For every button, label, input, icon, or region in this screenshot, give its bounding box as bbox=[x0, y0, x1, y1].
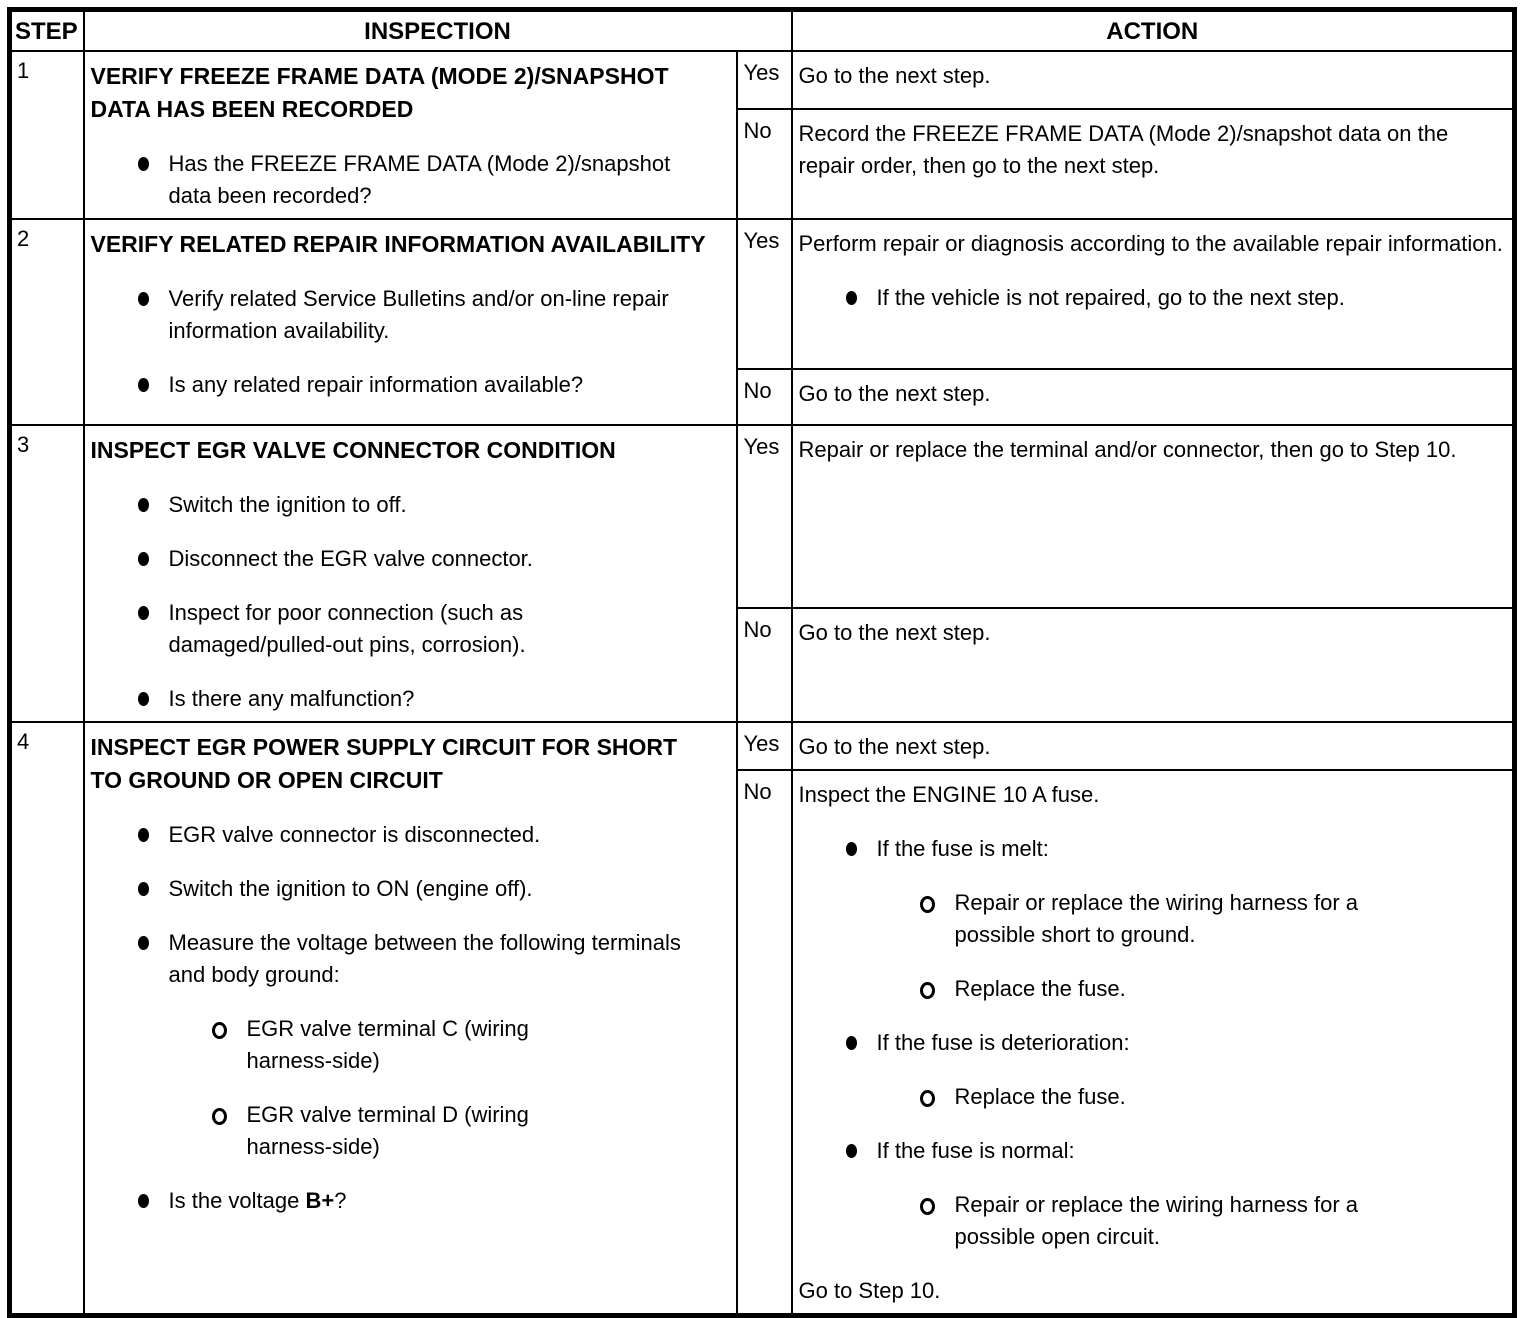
action-no-cell bbox=[792, 369, 1515, 425]
action-text: Go to the next step. bbox=[798, 734, 991, 759]
bullet-item: If the vehicle is not repaired, go to the next step. bbox=[799, 282, 1505, 314]
inspection-title: VERIFY FREEZE FRAME DATA (MODE 2)/SNAPSHOT DATA HAS BEEN RECORDED bbox=[90, 63, 669, 122]
bullet-item: Verify related Service Bulletins and/or on-line repair information availability. bbox=[91, 283, 689, 347]
inspection-cell bbox=[84, 425, 737, 722]
step-number: 3 bbox=[10, 425, 84, 722]
action-text: Repair or replace the terminal and/or connector, then go to Step 10. bbox=[798, 437, 1457, 462]
action-content bbox=[799, 731, 1505, 763]
action-yes-cell bbox=[792, 51, 1515, 109]
bullet-item bbox=[91, 1185, 689, 1217]
answer-yes-label: Yes bbox=[737, 722, 792, 770]
bullet-item: Measure the voltage between the following terminals and body ground: bbox=[91, 927, 689, 991]
bullet-item: If the fuse is normal: bbox=[799, 1135, 1505, 1167]
action-text: Go to Step 10. bbox=[798, 1278, 941, 1303]
step-row-4 bbox=[10, 722, 1515, 1316]
bullet-item: Inspect for poor connection (such as damaged/pulled-out pins, corrosion). bbox=[91, 597, 689, 661]
bullet-item: Switch the ignition to off. bbox=[91, 489, 689, 521]
bullet-item: If the fuse is melt: bbox=[799, 833, 1505, 865]
bullet-item: If the fuse is deterioration: bbox=[799, 1027, 1505, 1059]
column-header-inspection: INSPECTION bbox=[84, 10, 792, 52]
sub-bullet-item: Repair or replace the wiring harness for a possible open circuit. bbox=[799, 1189, 1435, 1253]
step-row-2 bbox=[10, 219, 1515, 425]
inspection-details bbox=[91, 148, 728, 212]
inspection-cell bbox=[84, 722, 737, 1316]
action-yes-cell bbox=[792, 219, 1515, 369]
answer-no-label: No bbox=[737, 109, 792, 219]
action-content bbox=[799, 228, 1505, 314]
bullet-item: Disconnect the EGR valve connector. bbox=[91, 543, 689, 575]
sub-bullet-item: EGR valve terminal C (wiring harness-side) bbox=[91, 1013, 587, 1077]
answer-yes-label: Yes bbox=[737, 51, 792, 109]
action-text: Go to the next step. bbox=[798, 63, 991, 88]
action-no-cell bbox=[792, 608, 1515, 722]
action-no-cell bbox=[792, 770, 1515, 1316]
answer-no-label: No bbox=[737, 369, 792, 425]
sub-bullet-item: EGR valve terminal D (wiring harness-side) bbox=[91, 1099, 587, 1163]
action-text: Record the FREEZE FRAME DATA (Mode 2)/snapshot data on the repair order, then go to the next step. bbox=[798, 121, 1449, 179]
bullet-item: Is there any malfunction? bbox=[91, 683, 689, 715]
answer-no-label: No bbox=[737, 770, 792, 1316]
action-content bbox=[799, 434, 1505, 466]
step-number: 4 bbox=[10, 722, 84, 1316]
answer-no-label: No bbox=[737, 608, 792, 722]
inspection-title: INSPECT EGR VALVE CONNECTOR CONDITION bbox=[90, 437, 616, 463]
action-content bbox=[799, 378, 1505, 410]
answer-yes-label: Yes bbox=[737, 219, 792, 369]
inspection-details bbox=[91, 489, 728, 715]
step-row-3 bbox=[10, 425, 1515, 722]
action-text: Inspect the ENGINE 10 A fuse. bbox=[798, 782, 1100, 807]
step-number: 1 bbox=[10, 51, 84, 219]
step-row-1 bbox=[10, 51, 1515, 219]
column-header-step: STEP bbox=[10, 10, 84, 52]
inspection-cell bbox=[84, 51, 737, 219]
bold-text: B+ bbox=[305, 1188, 335, 1213]
bullet-item: Switch the ignition to ON (engine off). bbox=[91, 873, 689, 905]
answer-yes-label: Yes bbox=[737, 425, 792, 608]
column-header-action: ACTION bbox=[792, 10, 1515, 52]
action-no-cell bbox=[792, 109, 1515, 219]
inspection-title: INSPECT EGR POWER SUPPLY CIRCUIT FOR SHORT TO GROUND OR OPEN CIRCUIT bbox=[90, 734, 678, 793]
action-content bbox=[799, 617, 1505, 649]
table-header bbox=[10, 10, 1515, 52]
inspection-details bbox=[91, 283, 728, 401]
bullet-item: EGR valve connector is disconnected. bbox=[91, 819, 689, 851]
action-content bbox=[799, 118, 1505, 182]
action-yes-cell bbox=[792, 722, 1515, 770]
inspection-title: VERIFY RELATED REPAIR INFORMATION AVAILABILITY bbox=[90, 231, 706, 257]
diagnostic-procedure-table bbox=[7, 7, 1517, 1318]
bullet-item: Has the FREEZE FRAME DATA (Mode 2)/snapshot data been recorded? bbox=[91, 148, 689, 212]
text: Is the voltage bbox=[168, 1188, 306, 1213]
action-text: Go to the next step. bbox=[798, 620, 991, 646]
action-content bbox=[799, 60, 1505, 92]
step-number: 2 bbox=[10, 219, 84, 425]
action-text: Go to the next step. bbox=[798, 381, 991, 406]
sub-bullet-item: Replace the fuse. bbox=[799, 1081, 1435, 1113]
bullet-item: Is any related repair information available? bbox=[91, 369, 689, 401]
action-content bbox=[799, 779, 1505, 1307]
inspection-details bbox=[91, 819, 728, 1217]
inspection-cell bbox=[84, 219, 737, 425]
sub-bullet-item: Repair or replace the wiring harness for a possible short to ground. bbox=[799, 887, 1435, 951]
action-yes-cell bbox=[792, 425, 1515, 608]
action-text: Perform repair or diagnosis according to the available repair information. bbox=[798, 231, 1503, 256]
sub-bullet-item: Replace the fuse. bbox=[799, 973, 1435, 1005]
text: ? bbox=[334, 1188, 347, 1213]
